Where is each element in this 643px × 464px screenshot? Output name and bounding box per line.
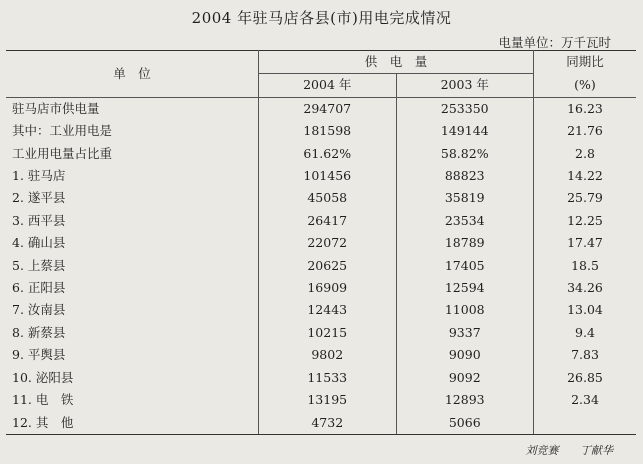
cell-unit: 10. 泌阳县	[12, 369, 74, 385]
cell-2003: 88823	[396, 165, 534, 187]
cell-2003: 11008	[396, 299, 534, 321]
cell-unit: 5. 上蔡县	[12, 257, 66, 273]
cell-unit: 8. 新蔡县	[12, 324, 66, 340]
power-table	[6, 50, 636, 435]
cell-yoy: 21.76	[534, 120, 637, 142]
author-2: 丁献华	[580, 444, 613, 457]
cell-2004: 22072	[259, 232, 397, 254]
cell-yoy: 18.5	[534, 255, 637, 277]
cell-unit: 3. 西平县	[12, 212, 66, 228]
cell-unit: 1. 驻马店	[12, 168, 66, 184]
header-yoy: 同期比	[534, 51, 637, 74]
cell-2004: 11533	[259, 367, 397, 389]
cell-2003: 253350	[396, 97, 534, 120]
table-row	[6, 187, 636, 209]
cell-yoy: 2.34	[534, 389, 637, 411]
cell-2003: 5066	[396, 412, 534, 435]
cell-yoy: 2.8	[534, 143, 637, 165]
cell-2004: 12443	[259, 299, 397, 321]
cell-unit: 工业用电量占比重	[12, 145, 113, 161]
header-2003: 2003 年	[396, 74, 534, 97]
cell-yoy: 25.79	[534, 187, 637, 209]
cell-2003: 58.82%	[396, 143, 534, 165]
table-row	[6, 143, 636, 165]
cell-2004: 181598	[259, 120, 397, 142]
cell-yoy: 9.4	[534, 322, 637, 344]
header-unit: 单 位	[6, 51, 259, 98]
cell-yoy: 7.83	[534, 344, 637, 366]
table-row	[6, 344, 636, 366]
table-row	[6, 367, 636, 389]
table-row	[6, 120, 636, 142]
cell-2004: 45058	[259, 187, 397, 209]
cell-2003: 9092	[396, 367, 534, 389]
cell-unit: 11. 电 铁	[12, 392, 74, 408]
table-row	[6, 97, 636, 120]
table-row	[6, 210, 636, 232]
table-row	[6, 412, 636, 435]
cell-unit: 6. 正阳县	[12, 280, 66, 296]
table-row	[6, 322, 636, 344]
table-row	[6, 299, 636, 321]
cell-yoy: 17.47	[534, 232, 637, 254]
cell-yoy: 14.22	[534, 165, 637, 187]
cell-2004: 9802	[259, 344, 397, 366]
cell-unit: 2. 遂平县	[12, 190, 66, 206]
cell-unit: 9. 平舆县	[12, 347, 66, 363]
cell-yoy: 13.04	[534, 299, 637, 321]
table-row	[6, 232, 636, 254]
cell-unit: 12. 其 他	[6, 412, 259, 435]
cell-2003: 9090	[396, 344, 534, 366]
cell-yoy: 26.85	[534, 367, 637, 389]
cell-2004: 13195	[259, 389, 397, 411]
footer-authors	[508, 442, 614, 458]
cell-yoy: 16.23	[534, 97, 637, 120]
cell-unit: 7. 汝南县	[12, 302, 66, 318]
cell-yoy: 34.26	[534, 277, 637, 299]
cell-2004: 101456	[259, 165, 397, 187]
header-yoy-unit: (%)	[534, 74, 637, 97]
cell-unit: 其中：工业用电是	[12, 123, 113, 139]
cell-2004: 26417	[259, 210, 397, 232]
unit-note: 电量单位：万千瓦时	[498, 35, 611, 50]
page-title: 2004 年驻马店各县(市)用电完成情况	[191, 9, 452, 27]
header-2004: 2004 年	[259, 74, 397, 97]
cell-2003: 12893	[396, 389, 534, 411]
cell-2004: 294707	[259, 97, 397, 120]
cell-2003: 12594	[396, 277, 534, 299]
table-row	[6, 255, 636, 277]
author-1: 刘竞赛	[525, 444, 559, 457]
cell-2003: 35819	[396, 187, 534, 209]
cell-2003: 23534	[396, 210, 534, 232]
cell-2004: 16909	[259, 277, 397, 299]
cell-2003: 18789	[396, 232, 534, 254]
cell-2003: 149144	[396, 120, 534, 142]
cell-2003: 9337	[396, 322, 534, 344]
cell-2004: 20625	[259, 255, 397, 277]
cell-2004: 61.62%	[259, 143, 397, 165]
table-row	[6, 277, 636, 299]
cell-unit: 驻马店市供电量	[12, 100, 100, 116]
header-supply: 供 电 量	[259, 51, 534, 74]
cell-2004: 4732	[259, 412, 397, 435]
cell-2003: 17405	[396, 255, 534, 277]
cell-2004: 10215	[259, 322, 397, 344]
cell-yoy: 12.25	[534, 210, 637, 232]
table-row	[6, 165, 636, 187]
cell-unit: 4. 确山县	[12, 235, 66, 251]
table-row	[6, 389, 636, 411]
cell-yoy	[534, 412, 637, 435]
